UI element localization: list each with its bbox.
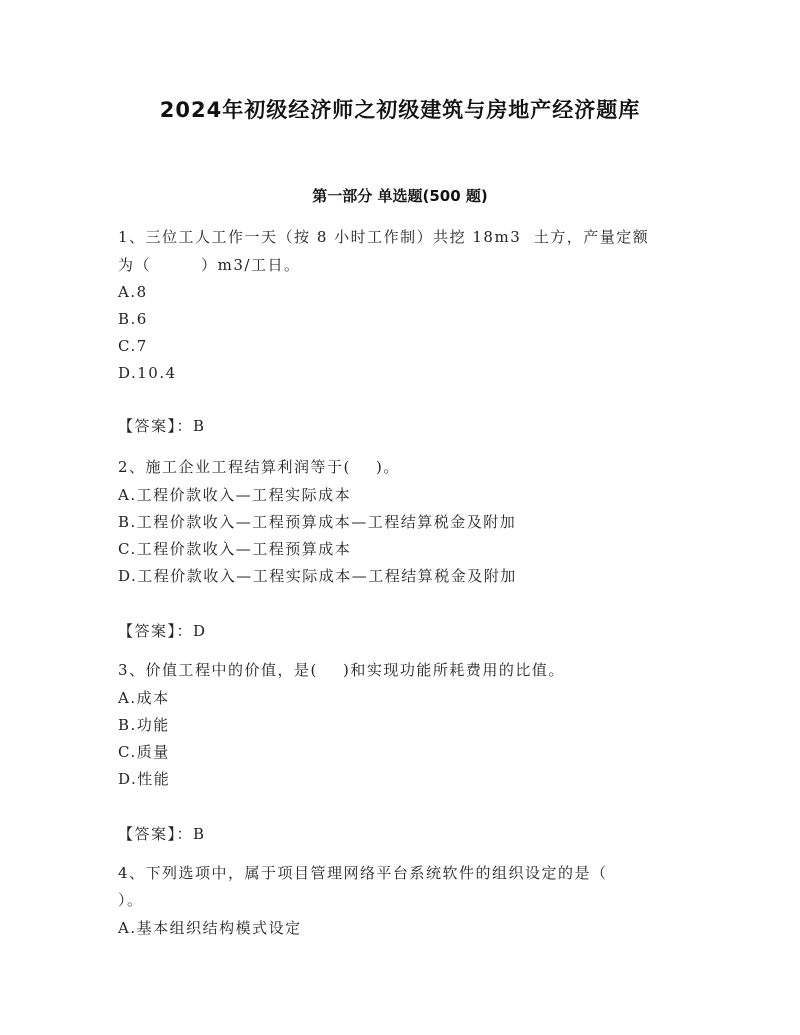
question-1-option-a: A.8	[118, 283, 148, 301]
question-4-stem-line-1: 4、下列选项中，属于项目管理网络平台系统软件的组织设定的是（	[118, 864, 608, 882]
question-3-option-b: B.功能	[118, 716, 170, 734]
question-2-option-c: C.工程价款收入—工程预算成本	[118, 540, 352, 558]
document-title: 2024年初级经济师之初级建筑与房地产经济题库	[159, 98, 641, 122]
question-3-option-a: A.成本	[118, 689, 170, 707]
question-2-answer: 【答案】：D	[118, 622, 207, 640]
question-4-stem-line-2: ）。	[118, 891, 144, 909]
question-1-stem-line-1: 1、三位工人工作一天（按 8 小时工作制）共挖 18m3 土方，产量定额	[118, 228, 650, 246]
question-2-stem-line-1: 2、施工企业工程结算利润等于( )。	[118, 458, 400, 476]
question-3-answer: 【答案】：B	[118, 825, 206, 843]
question-3-option-c: C.质量	[118, 743, 170, 761]
question-1-option-d: D.10.4	[118, 364, 177, 382]
question-4-option-a: A.基本组织结构模式设定	[118, 919, 302, 937]
question-2-option-a: A.工程价款收入—工程实际成本	[118, 486, 352, 504]
question-1-answer: 【答案】：B	[118, 417, 206, 435]
question-2-option-d: D.工程价款收入—工程实际成本—工程结算税金及附加	[118, 567, 517, 585]
question-1-stem-line-2: 为（ ）m3/工日。	[118, 256, 301, 274]
question-2-option-b: B.工程价款收入—工程预算成本—工程结算税金及附加	[118, 513, 517, 531]
section-title: 第一部分 单选题(500 题)	[312, 187, 488, 205]
question-1-option-c: C.7	[118, 337, 148, 355]
question-3-stem-line-1: 3、价值工程中的价值，是( )和实现功能所耗费用的比值。	[118, 661, 565, 679]
question-1-option-b: B.6	[118, 310, 148, 328]
question-3-option-d: D.性能	[118, 770, 171, 788]
